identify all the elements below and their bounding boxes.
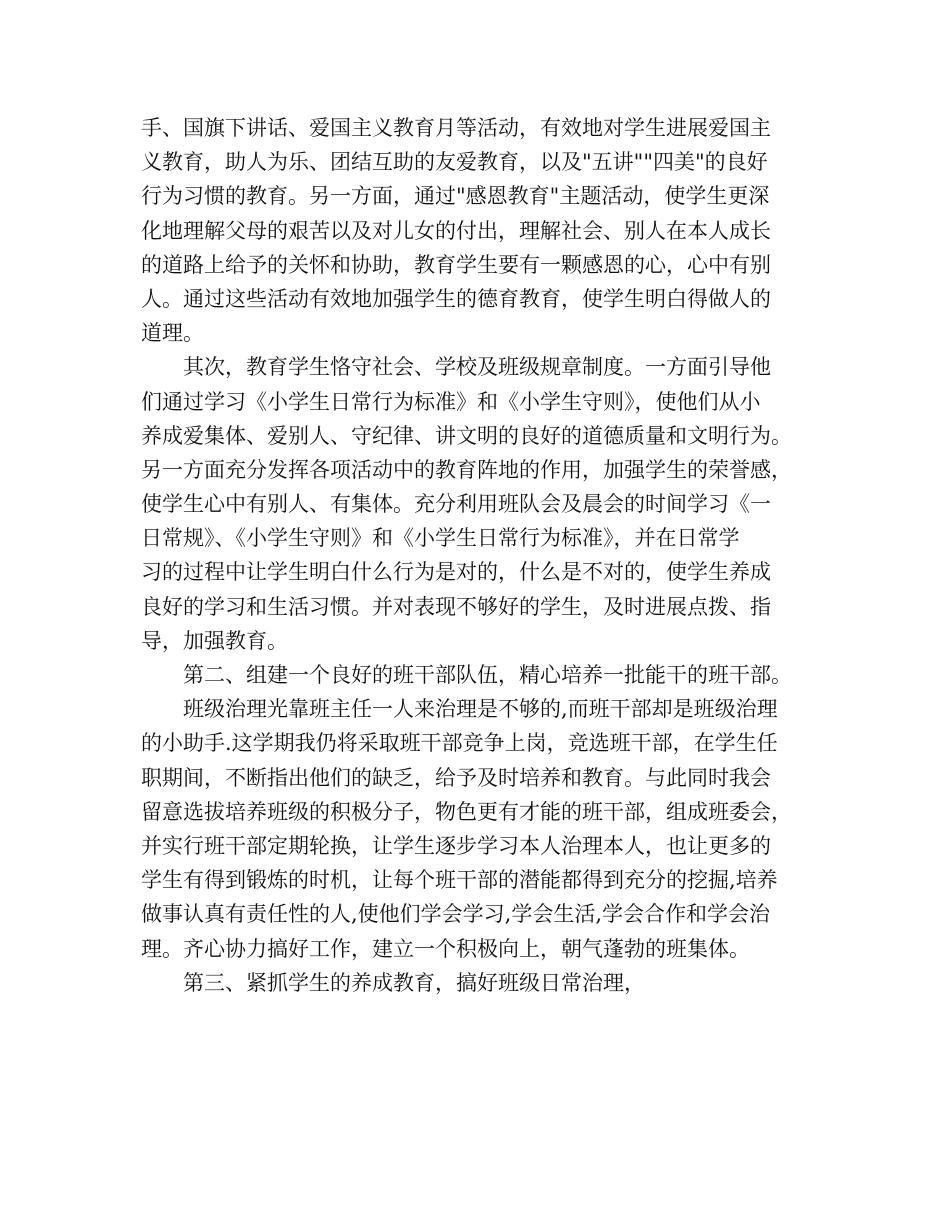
text-line: 手、国旗下讲话、爱国主义教育月等活动，有效地对学生进展爱国主 [141,116,771,140]
paragraph-first-line: 其次，教育学生恪守社会、学校及班级规章制度。一方面引导他 [183,355,771,380]
text-line: 道理。 [141,321,204,346]
text-line: 学生有得到锻炼的时机，让每个班干部的潜能都得到充分的挖掘,培养 [141,868,778,893]
text-line: 导，加强教育。 [141,628,288,653]
text-line: 留意选拔培养班级的积极分子，物色更有才能的班干部，组成班委会， [141,799,792,824]
text-line: 行为习惯的教育。另一方面，通过"感恩教育"主题活动，使学生更深 [141,184,770,209]
text-line: 义教育，助人为乐、团结互助的友爱教育，以及"五讲""四美"的良好 [141,150,768,175]
text-line: 并实行班干部定期轮换，让学生逐步学习本人治理本人，也让更多的 [141,833,771,858]
text-line: 另一方面充分发挥各项活动中的教育阵地的作用，加强学生的荣誉感， [141,457,792,482]
text-line: 的小助手.这学期我仍将采取班干部竞争上岗，竞选班干部，在学生任 [141,731,778,756]
text-line: 人。通过这些活动有效地加强学生的德育教育，使学生明白得做人的 [141,286,771,311]
section-heading-line: 第三、紧抓学生的养成教育，搞好班级日常治理， [183,970,645,995]
paragraph-first-line: 班级治理光靠班主任一人来治理是不够的,而班干部却是班级治理 [183,697,778,722]
text-line: 职期间，不断指出他们的缺乏，给予及时培养和教育。与此同时我会 [141,765,771,790]
text-line: 日常规》、《小学生守则》和《小学生日常行为标准》，并在日常学 [141,526,740,551]
text-line: 的道路上给予的关怀和协助，教育学生要有一颗感恩的心，心中有别 [141,252,771,277]
section-heading-line: 第二、组建一个良好的班干部队伍，精心培养一批能干的班干部。 [183,663,792,687]
text-line: 理。齐心协力搞好工作，建立一个积极向上，朝气蓬勃的班集体。 [141,936,750,961]
text-line: 做事认真有责任性的人,使他们学会学习,学会生活,学会合作和学会治 [141,902,771,927]
text-line: 使学生心中有别人、有集体。充分利用班队会及晨会的时间学习《一 [141,492,771,517]
text-line: 化地理解父母的艰苦以及对儿女的付出，理解社会、别人在本人成长 [141,218,771,243]
text-line: 习的过程中让学生明白什么行为是对的，什么是不对的，使学生养成 [141,560,771,585]
text-line: 良好的学习和生活习惯。并对表现不够好的学生，及时进展点拨、指 [141,594,771,619]
text-line: 们通过学习《小学生日常行为标准》和《小学生守则》，使他们从小 [141,389,761,414]
document-page [141,111,821,1000]
text-line: 养成爱集体、爱别人、守纪律、讲文明的良好的道德质量和文明行为。 [141,423,792,448]
